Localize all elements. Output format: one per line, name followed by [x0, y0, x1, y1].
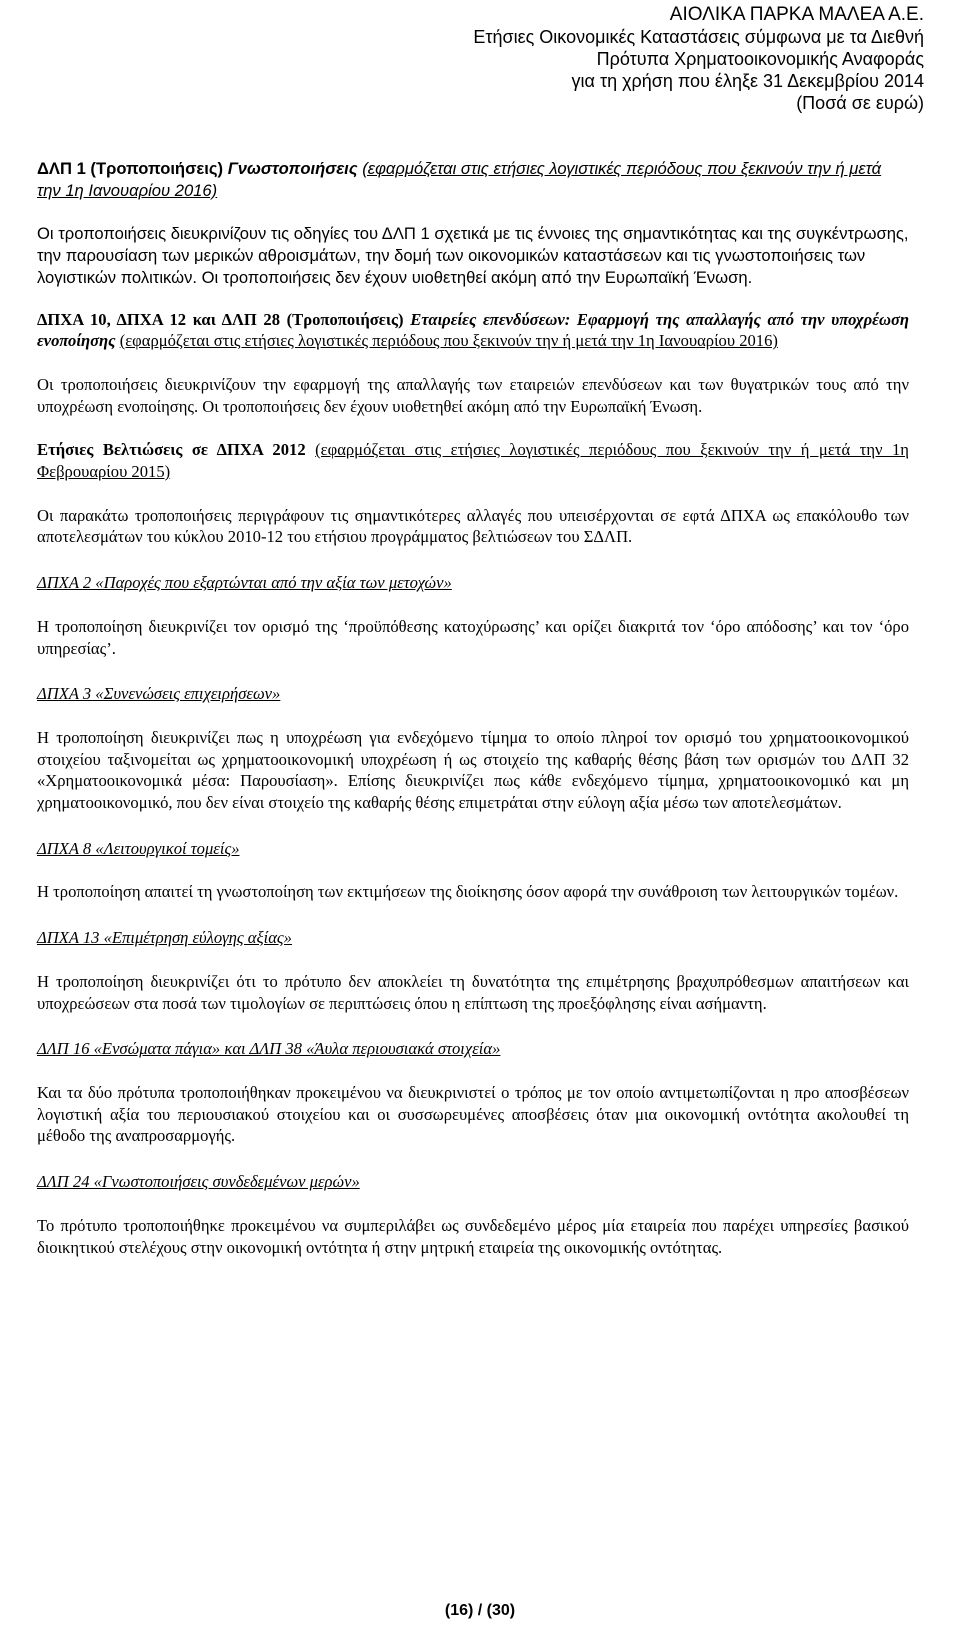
ifrs10-body: Οι τροποποιήσεις διευκρινίζουν την εφαρμογή της απαλλαγής των εταιρειών επενδύσεων και των θυγατρικών τους από την υποχρέωση ενοποίησης. Οι τροποποιήσεις δεν έχουν υιοθετηθεί ακόμη από την Ευρωπαϊκή Ένωση.	[37, 374, 909, 416]
ifrs10-title: ΔΠΧΑ 10, ΔΠΧΑ 12 και ΔΛΠ 28 (Τροποποιήσεις)	[37, 309, 411, 329]
header-line-2: Ετήσιες Οικονομικές Καταστάσεις σύμφωνα με τα Διεθνή	[473, 27, 924, 47]
ias24-body: Το πρότυπο τροποποιήθηκε προκειμένου να συμπεριλάβει ως συνδεδεμένο μέρος μία εταιρεία που παρέχει υπηρεσίες βασικού διοικητικού στελέχους στην οικονομική οντότητα ή στην μητρική εταιρεία της οικονομικής οντότητας.	[37, 1215, 909, 1257]
ias1-heading	[37, 158, 909, 201]
ias16-heading	[37, 1038, 909, 1060]
header-line-4: για τη χρήση που έληξε 31 Δεκεμβρίου 2014	[571, 71, 924, 91]
document-body	[37, 158, 909, 1258]
annual-improvements-effective-note: (εφαρμόζεται στις ετήσιες λογιστικές περιόδους που ξεκινούν την ή μετά την 1η Φεβρουαρίου 2015)	[37, 440, 909, 482]
ifrs3-body: Η τροποποίηση διευκρινίζει πως η υποχρέωση για ενδεχόμενο τίμημα το οποίο πληροί τον ορισμό του χρηματοοικονομικού στοιχείου ταξινομείται ως χρηματοοικονομική υποχρέωση ή ως στοιχείο της καθαρής θέσης βάση των ορισμών του ΔΛΠ 32 «Χρηματοοικονομικά μέσα: Παρουσίαση». Επίσης διευκρινίζει πως κάθε ενδεχόμενο τίμημα, χρηματοοικονομικό και μη χρηματοοικονομικό, που δεν είναι στοιχείο της καθαρής θέσης επιμετράται στην εύλογη αξία μέσω των αποτελεσμάτων.	[37, 727, 909, 813]
annual-improvements-heading	[37, 439, 909, 482]
ifrs2-title: ΔΠΧΑ 2 «Παροχές που εξαρτώνται από την αξία των μετοχών»	[37, 573, 452, 593]
header-line-3: Πρότυπα Χρηματοοικονομικής Αναφοράς	[596, 49, 924, 69]
annual-improvements-body: Οι παρακάτω τροποποιήσεις περιγράφουν τις σημαντικότερες αλλαγές που υπεισέρχονται σε εφτά ΔΠΧΑ ως επακόλουθο των αποτελεσμάτων του κύκλου 2010-12 του ετήσιου προγράμματος βελτιώσεων του ΣΔΛΠ.	[37, 505, 909, 547]
ifrs2-body: Η τροποποίηση διευκρινίζει τον ορισμό της ‘προϋπόθεσης κατοχύρωσης’ και ορίζει διακριτά τον ‘όρο απόδοσης’ και τον ‘όρο υπηρεσίας’.	[37, 616, 909, 658]
ias1-effective-note: (εφαρμόζεται στις ετήσιες λογιστικές περιόδους που ξεκινούν την ή μετά την 1η Ιανουαρίου 2016)	[37, 159, 882, 200]
ifrs3-title: ΔΠΧΑ 3 «Συνενώσεις επιχειρήσεων»	[37, 684, 281, 704]
ifrs13-heading	[37, 927, 909, 949]
header-currency-note: (Ποσά σε ευρώ)	[796, 93, 924, 113]
ifrs10-effective-note: (εφαρμόζεται στις ετήσιες λογιστικές περιόδους που ξεκινούν την ή μετά την 1η Ιανουαρίου 2016)	[119, 331, 778, 351]
ifrs10-heading	[37, 309, 909, 352]
ias16-body: Και τα δύο πρότυπα τροποποιήθηκαν προκειμένου να διευκρινιστεί ο τρόπος με τον οποίο αντιμετωπίζονται η προ αποσβέσεων λογιστική αξία του περιουσιακού στοιχείου και οι συσσωρευμένες αποσβέσεις όταν μια οικονομική οντότητα ακολουθεί τη μέθοδο της αναπροσαρμογής.	[37, 1082, 909, 1146]
ifrs8-title: ΔΠΧΑ 8 «Λειτουργικοί τομείς»	[37, 838, 240, 858]
ifrs8-body: Η τροποποίηση απαιτεί τη γνωστοποίηση των εκτιμήσεων της διοίκησης όσον αφορά την συνάθροιση των λειτουργικών τομέων.	[37, 882, 899, 902]
ifrs3-heading	[37, 683, 909, 705]
ifrs10-title-italic: Εταιρείες επενδύσεων: Εφαρμογή της απαλλαγής από την υποχρέωση ενοποίησης	[37, 309, 909, 351]
ias16-title: ΔΛΠ 16 «Ενσώματα πάγια» και ΔΛΠ 38 «Άυλα περιουσιακά στοιχεία»	[37, 1039, 501, 1059]
ias1-body: Οι τροποποιήσεις διευκρινίζουν τις οδηγίες του ΔΛΠ 1 σχετικά με τις έννοιες της σημαντικότητας και της συγκέντρωσης, την παρουσίαση των μερικών αθροισμάτων, την δομή των οικονομικών καταστάσεων και τις γνωστοποιήσεις των λογιστικών πολιτικών. Οι τροποποιήσεις δεν έχουν υιοθετηθεί ακόμη από την Ευρωπαϊκή Ένωση.	[37, 224, 909, 287]
ias24-heading	[37, 1171, 909, 1193]
ifrs13-title: ΔΠΧΑ 13 «Επιμέτρηση εύλογης αξίας»	[37, 928, 292, 948]
page-header	[324, 4, 924, 114]
ias24-title: ΔΛΠ 24 «Γνωστοποιήσεις συνδεδεμένων μερών»	[37, 1172, 360, 1192]
ias1-title: ΔΛΠ 1 (Τροποποιήσεις)	[37, 159, 228, 178]
annual-improvements-title: Ετήσιες Βελτιώσεις σε ΔΠΧΑ 2012	[37, 440, 306, 460]
ifrs2-heading	[37, 572, 909, 594]
page-number: (16) / (30)	[444, 1602, 516, 1619]
company-name: ΑΙΟΛΙΚΑ ΠΑΡΚΑ ΜΑΛΕΑ Α.Ε.	[669, 4, 924, 25]
ias1-title-italic: Γνωστοποιήσεις	[227, 159, 358, 178]
ifrs8-heading	[37, 838, 909, 860]
ifrs13-body: Η τροποποίηση διευκρινίζει ότι το πρότυπο δεν αποκλείει τη δυνατότητα της επιμέτρησης βραχυπρόθεσμων απαιτήσεων και υποχρεώσεων στα ποσά των τιμολογίων σε περιπτώσεις όπου η επίπτωση της προεξόφλησης είναι ασήμαντη.	[37, 971, 909, 1013]
